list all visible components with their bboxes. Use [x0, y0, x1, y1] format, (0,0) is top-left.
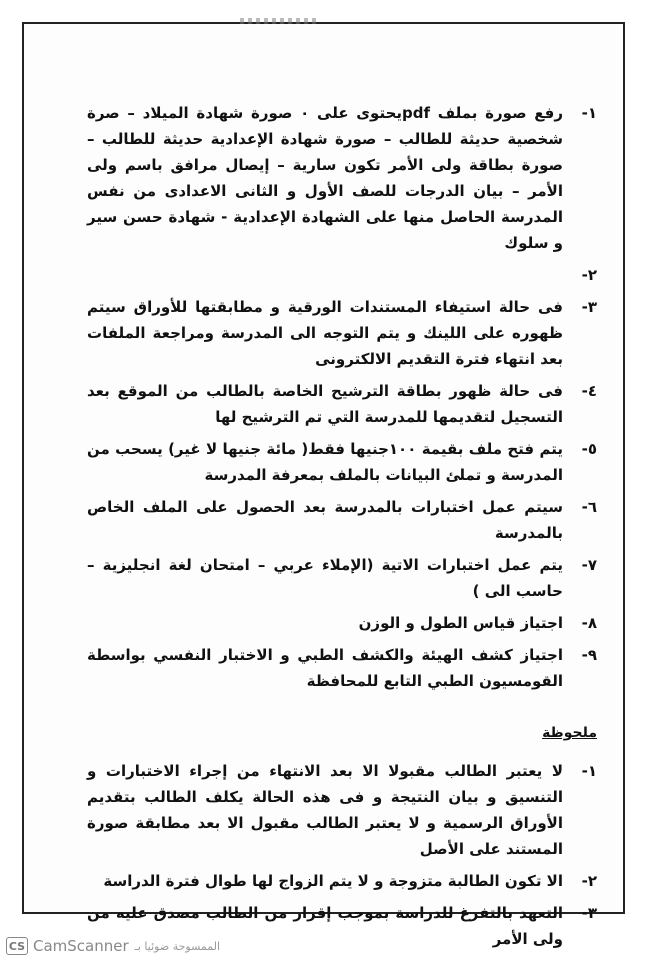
list-item	[87, 294, 597, 372]
list-item	[87, 262, 597, 288]
list-item	[87, 436, 597, 488]
scan-artifact	[240, 18, 320, 24]
item-text: اجتياز قياس الطول و الوزن	[358, 614, 563, 632]
item-text: فى حالة استيفاء المستندات الورقية و مطابقتها للأوراق سيتم ظهوره على اللينك و يتم التوجه الى المدرسة ومراجعة الملفات بعد انتهاء فترة التقديم الالكترونى	[87, 298, 563, 368]
note-number: ٢-	[581, 872, 597, 890]
item-number: ٢-	[581, 266, 597, 284]
notes-heading: ملحوظة	[542, 725, 597, 741]
item-number: ٦-	[581, 498, 597, 516]
item-text: يتم فتح ملف بقيمة ١٠٠جنيها فقط( مائة جنيها لا غير) يسحب من المدرسة و تملئ البيانات بالملف بمعرفة المدرسة	[87, 440, 563, 484]
note-item	[87, 758, 597, 862]
item-text: يتم عمل اختبارات الاتية (الإملاء عربي – امتحان لغة انجليزية – حاسب الى )	[87, 556, 563, 600]
list-item	[87, 642, 597, 694]
note-number: ٣-	[581, 904, 597, 922]
list-item	[87, 610, 597, 636]
document-body	[87, 100, 597, 958]
item-text: اجتياز كشف الهيئة والكشف الطبي و الاختبار النفسي بواسطة القومسيون الطبي التابع للمحافظة	[87, 646, 563, 690]
item-number: ٥-	[581, 440, 597, 458]
note-text: الا تكون الطالبة متزوجة و لا يتم الزواج لها طوال فترة الدراسة	[103, 872, 563, 890]
note-text: لا يعتبر الطالب مقبولا الا بعد الانتهاء من إجراء الاختبارات و التنسيق و بيان النتيجة و فى هذه الحالة يكلف الطالب بتقديم الأوراق الرسمية و لا يعتبر الطالب مقبول الا بعد مطابقة صورة المستند على الأصل	[87, 762, 563, 858]
item-number: ٤-	[581, 382, 597, 400]
item-text: فى حالة ظهور بطاقة الترشيح الخاصة بالطالب من الموقع بعد التسجيل لتقديمها للمدرسة التي تم الترشيح لها	[87, 382, 563, 426]
item-number: ٩-	[581, 646, 597, 664]
item-number: ٣-	[581, 298, 597, 316]
note-number: ١-	[581, 762, 597, 780]
scanned-with-label: الممسوحة ضوئيا بـ	[134, 939, 221, 953]
list-item	[87, 552, 597, 604]
list-item	[87, 100, 597, 256]
item-number: ١-	[581, 104, 597, 122]
camscanner-name: CamScanner	[33, 937, 129, 955]
item-number: ٧-	[581, 556, 597, 574]
list-item	[87, 378, 597, 430]
item-number: ٨-	[581, 614, 597, 632]
scanner-watermark	[0, 932, 647, 960]
item-text: سيتم عمل اختبارات بالمدرسة بعد الحصول على الملف الخاص بالمدرسة	[87, 498, 563, 542]
note-item	[87, 868, 597, 894]
note-text: التعهد بالتفرغ للدراسة بموجب إقرار من الطالب مصدق عليه من ولى الأمر	[87, 904, 563, 948]
item-text: رفع صورة بملف pdfيحتوى على ٠ صورة شهادة الميلاد – صرة شخصية حديثة للطالب – صورة شهادة الإعدادية حديثة للطالب – صورة بطاقة ولى الأمر تكون سارية – إيصال مرافق باسم ولى الأمر – بيان الدرجات للصف الأول و الثانى الاعدادى من نفس المدرسة الحاصل منها على الشهادة الإعدادية - شهادة حسن سير و سلوك	[87, 104, 563, 252]
list-item	[87, 494, 597, 546]
camscanner-logo-icon: CS	[6, 937, 28, 955]
